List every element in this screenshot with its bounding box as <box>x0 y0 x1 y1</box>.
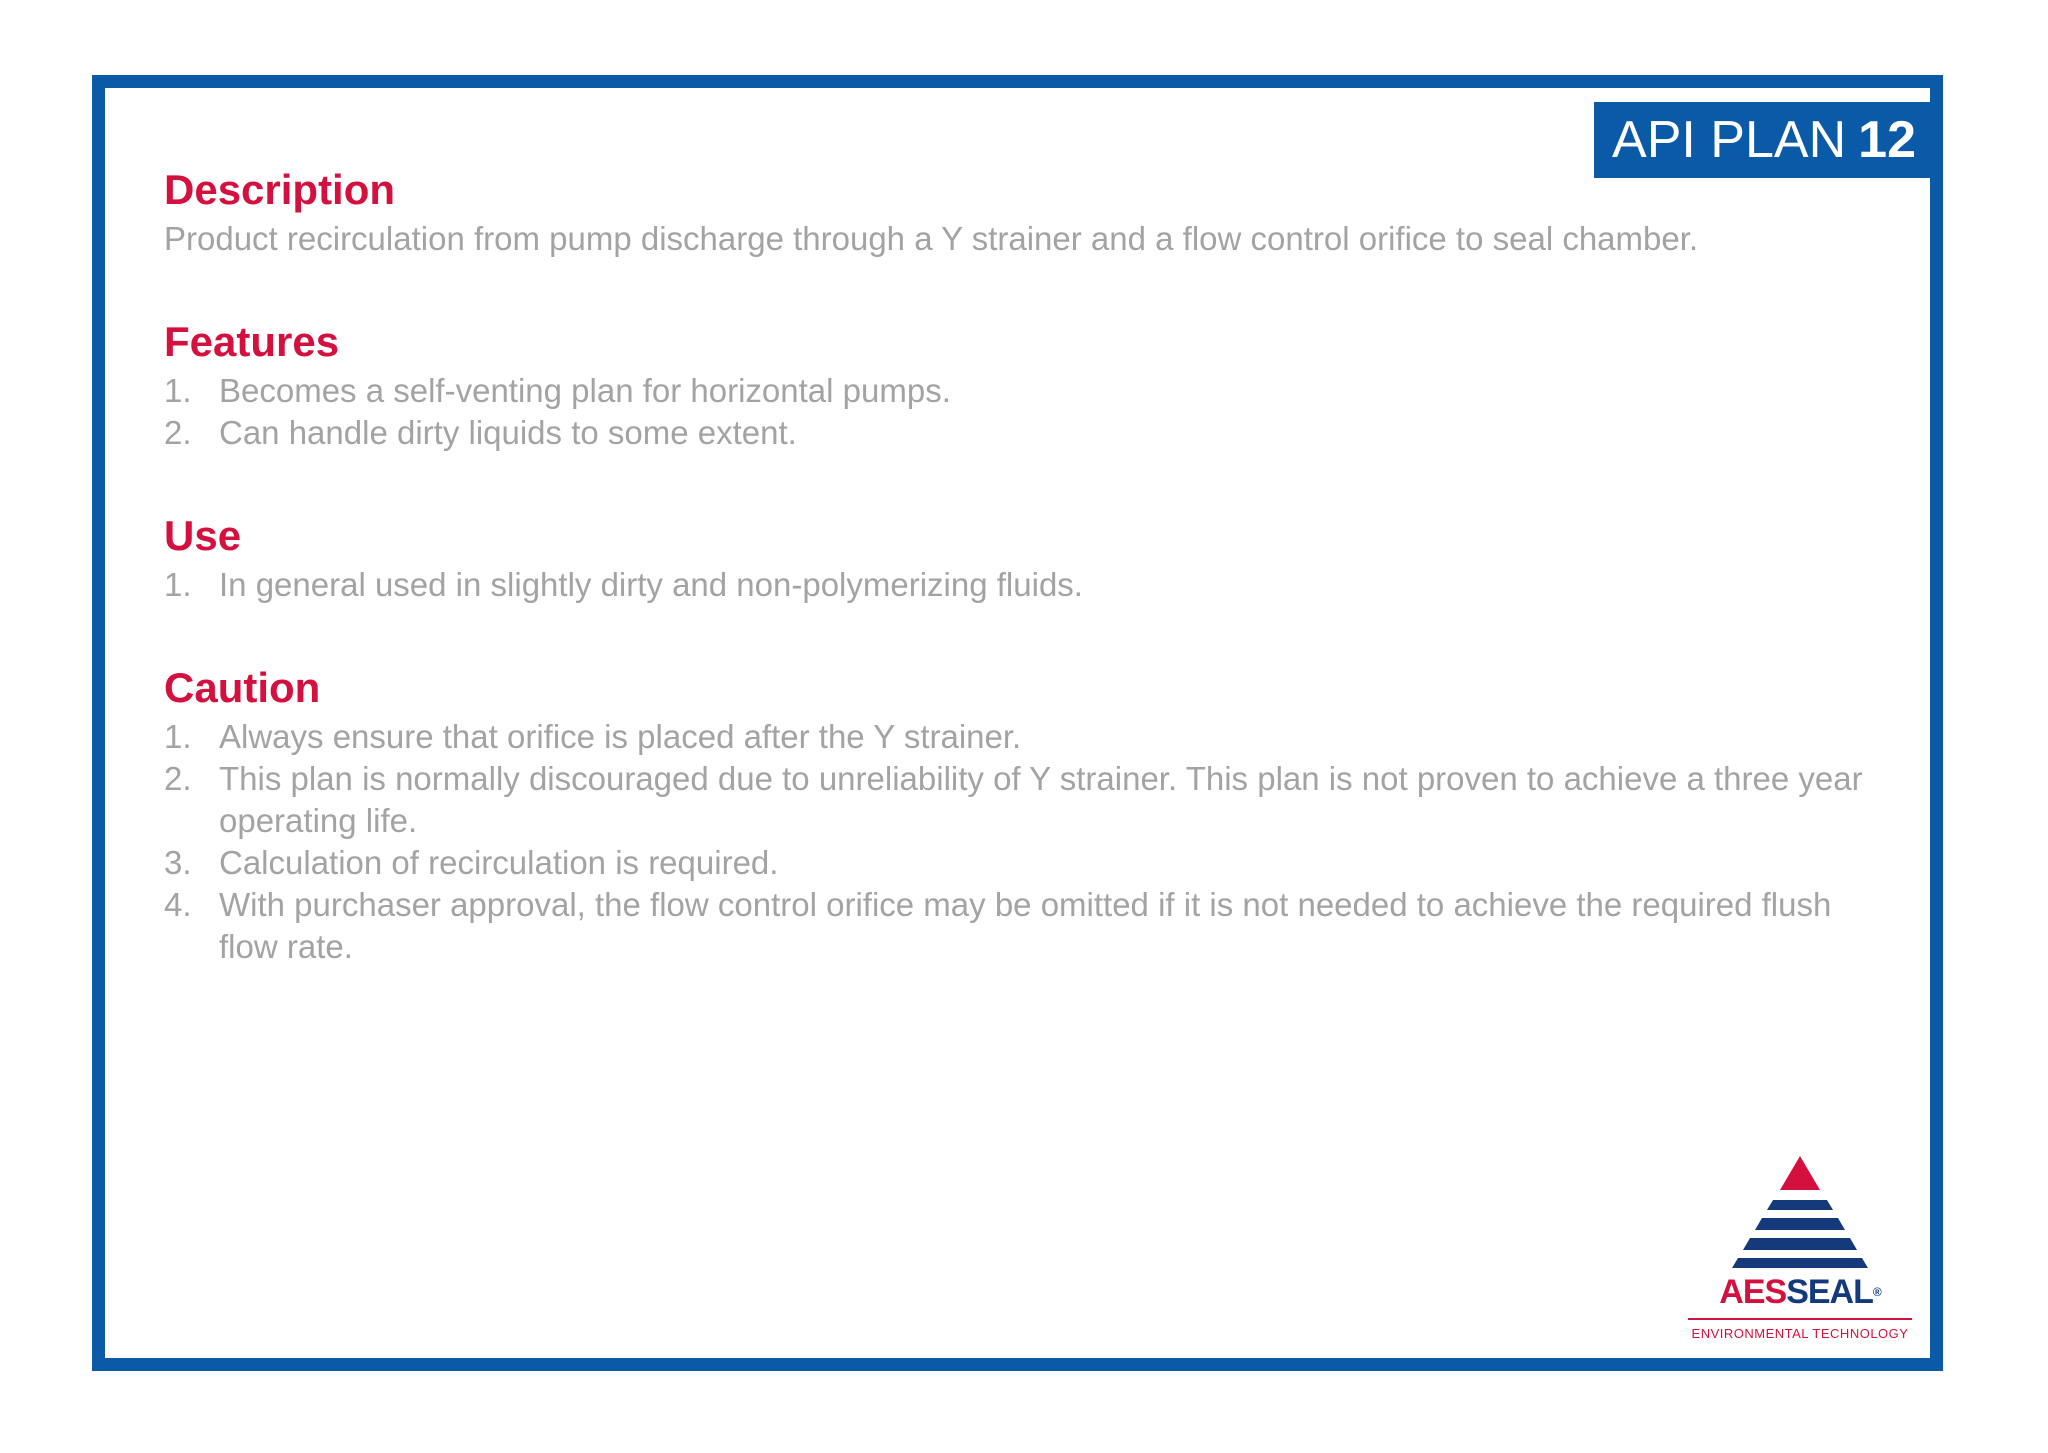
caution-heading: Caution <box>164 664 321 711</box>
list-item <box>164 716 1884 758</box>
list-item <box>164 370 1884 412</box>
list-item-number: 4. <box>164 886 192 923</box>
features-heading: Features <box>164 318 340 365</box>
list-item <box>164 564 1884 606</box>
use-list <box>164 564 1884 606</box>
caution-list <box>164 716 1884 968</box>
description-section <box>164 162 1884 260</box>
list-item <box>164 884 1884 968</box>
badge-number: 12 <box>1858 111 1916 169</box>
list-item-text: With purchaser approval, the flow control orifice may be omitted if it is not needed to achieve the required flush flow rate. <box>219 886 1832 965</box>
logo-tagline: ENVIRONMENTAL TECHNOLOGY <box>1691 1326 1909 1341</box>
list-item-text: This plan is normally discouraged due to unreliability of Y strainer. This plan is not proven to achieve a three year operating life. <box>219 760 1863 839</box>
features-list <box>164 370 1884 454</box>
aesseal-logo <box>1680 1150 1920 1350</box>
caution-section <box>164 660 1884 968</box>
list-item-number: 1. <box>164 372 192 409</box>
list-item <box>164 758 1884 842</box>
logo-divider <box>1688 1318 1912 1320</box>
list-item-number: 2. <box>164 414 192 451</box>
list-item-text: Calculation of recirculation is required. <box>219 844 779 881</box>
description-heading: Description <box>164 166 396 213</box>
use-heading: Use <box>164 512 242 559</box>
list-item <box>164 412 1884 454</box>
logo-triangle-icon <box>1680 1150 1920 1275</box>
features-section <box>164 314 1884 454</box>
description-text: Product recirculation from pump discharge through a Y strainer and a flow control orifice to seal chamber. <box>164 220 1699 257</box>
list-item-number: 1. <box>164 566 192 603</box>
list-item-number: 3. <box>164 844 192 881</box>
list-item <box>164 842 1884 884</box>
list-item-number: 2. <box>164 760 192 797</box>
main-content <box>164 162 1884 1022</box>
list-item-text: In general used in slightly dirty and non-polymerizing fluids. <box>219 566 1083 603</box>
use-section <box>164 508 1884 606</box>
list-item-text: Always ensure that orifice is placed after the Y strainer. <box>219 718 1022 755</box>
badge-label: API PLAN <box>1612 111 1847 169</box>
logo-wordmark: AESSEAL® <box>1719 1273 1881 1311</box>
list-item-text: Can handle dirty liquids to some extent. <box>219 414 797 451</box>
list-item-number: 1. <box>164 718 192 755</box>
list-item-text: Becomes a self-venting plan for horizontal pumps. <box>219 372 951 409</box>
